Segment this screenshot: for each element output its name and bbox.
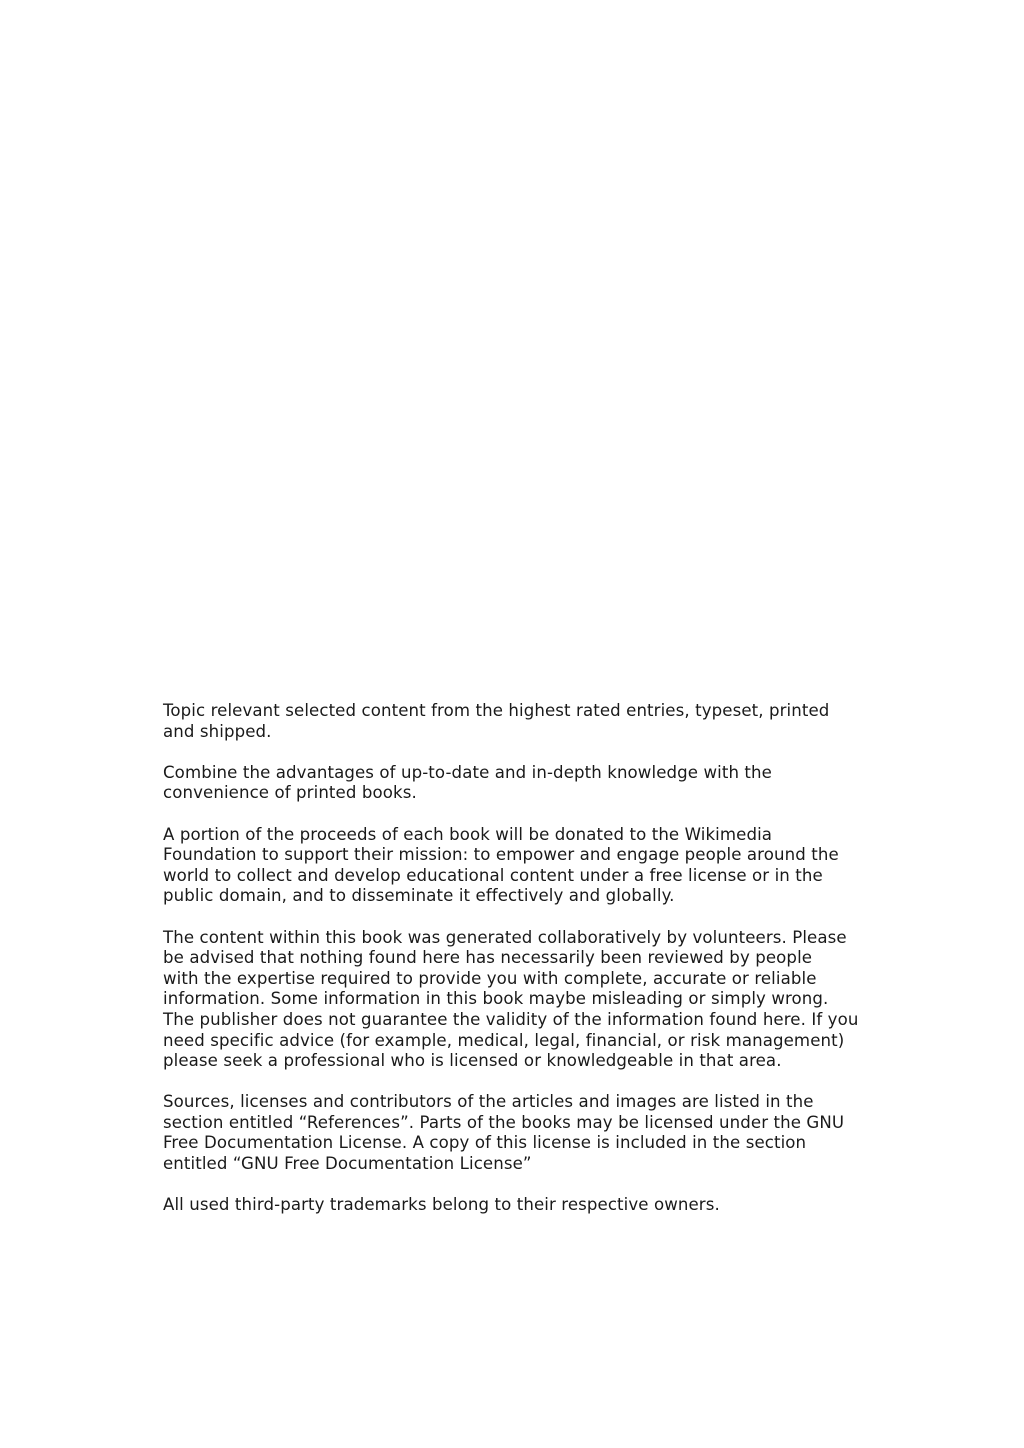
paragraph-disclaimer	[163, 928, 893, 1072]
text-line: The content within this book was generated collaboratively by volunteers. Please	[163, 927, 847, 947]
paragraph-wikimedia-donation	[163, 825, 893, 907]
text-line: entitled “GNU Free Documentation License”	[163, 1154, 532, 1174]
text-line: The publisher does not guarantee the validity of the information found here. If you	[163, 1009, 859, 1029]
text-line: A portion of the proceeds of each book will be donated to the Wikimedia	[163, 824, 773, 844]
publisher-notice	[163, 701, 893, 1236]
text-line: Topic relevant selected content from the highest rated entries, typeset, printed	[163, 701, 830, 720]
text-line: public domain, and to disseminate it effectively and globally.	[163, 886, 675, 906]
text-line: with the expertise required to provide you with complete, accurate or reliable	[163, 968, 817, 988]
text-line: Free Documentation License. A copy of this license is included in the section	[163, 1133, 807, 1153]
paragraph-content-selection	[163, 701, 893, 742]
text-line: please seek a professional who is licensed or knowledgeable in that area.	[163, 1051, 782, 1071]
text-line: Foundation to support their mission: to empower and engage people around the	[163, 845, 839, 865]
paragraph-advantages	[163, 763, 893, 804]
text-line: Sources, licenses and contributors of the articles and images are listed in the	[163, 1092, 814, 1112]
text-line: be advised that nothing found here has necessarily been reviewed by people	[163, 948, 813, 968]
text-line: convenience of printed books.	[163, 783, 417, 803]
text-line: and shipped.	[163, 721, 272, 741]
text-line: information. Some information in this book maybe misleading or simply wrong.	[163, 989, 829, 1009]
text-line: All used third-party trademarks belong to their respective owners.	[163, 1195, 720, 1215]
paragraph-trademarks	[163, 1195, 893, 1216]
text-line: section entitled “References”. Parts of the books may be licensed under the GNU	[163, 1112, 845, 1132]
text-line: world to collect and develop educational content under a free license or in the	[163, 865, 823, 885]
text-line: need specific advice (for example, medical, legal, financial, or risk management)	[163, 1030, 845, 1050]
text-line: Combine the advantages of up-to-date and in-depth knowledge with the	[163, 762, 772, 782]
paragraph-sources-licenses	[163, 1092, 893, 1174]
